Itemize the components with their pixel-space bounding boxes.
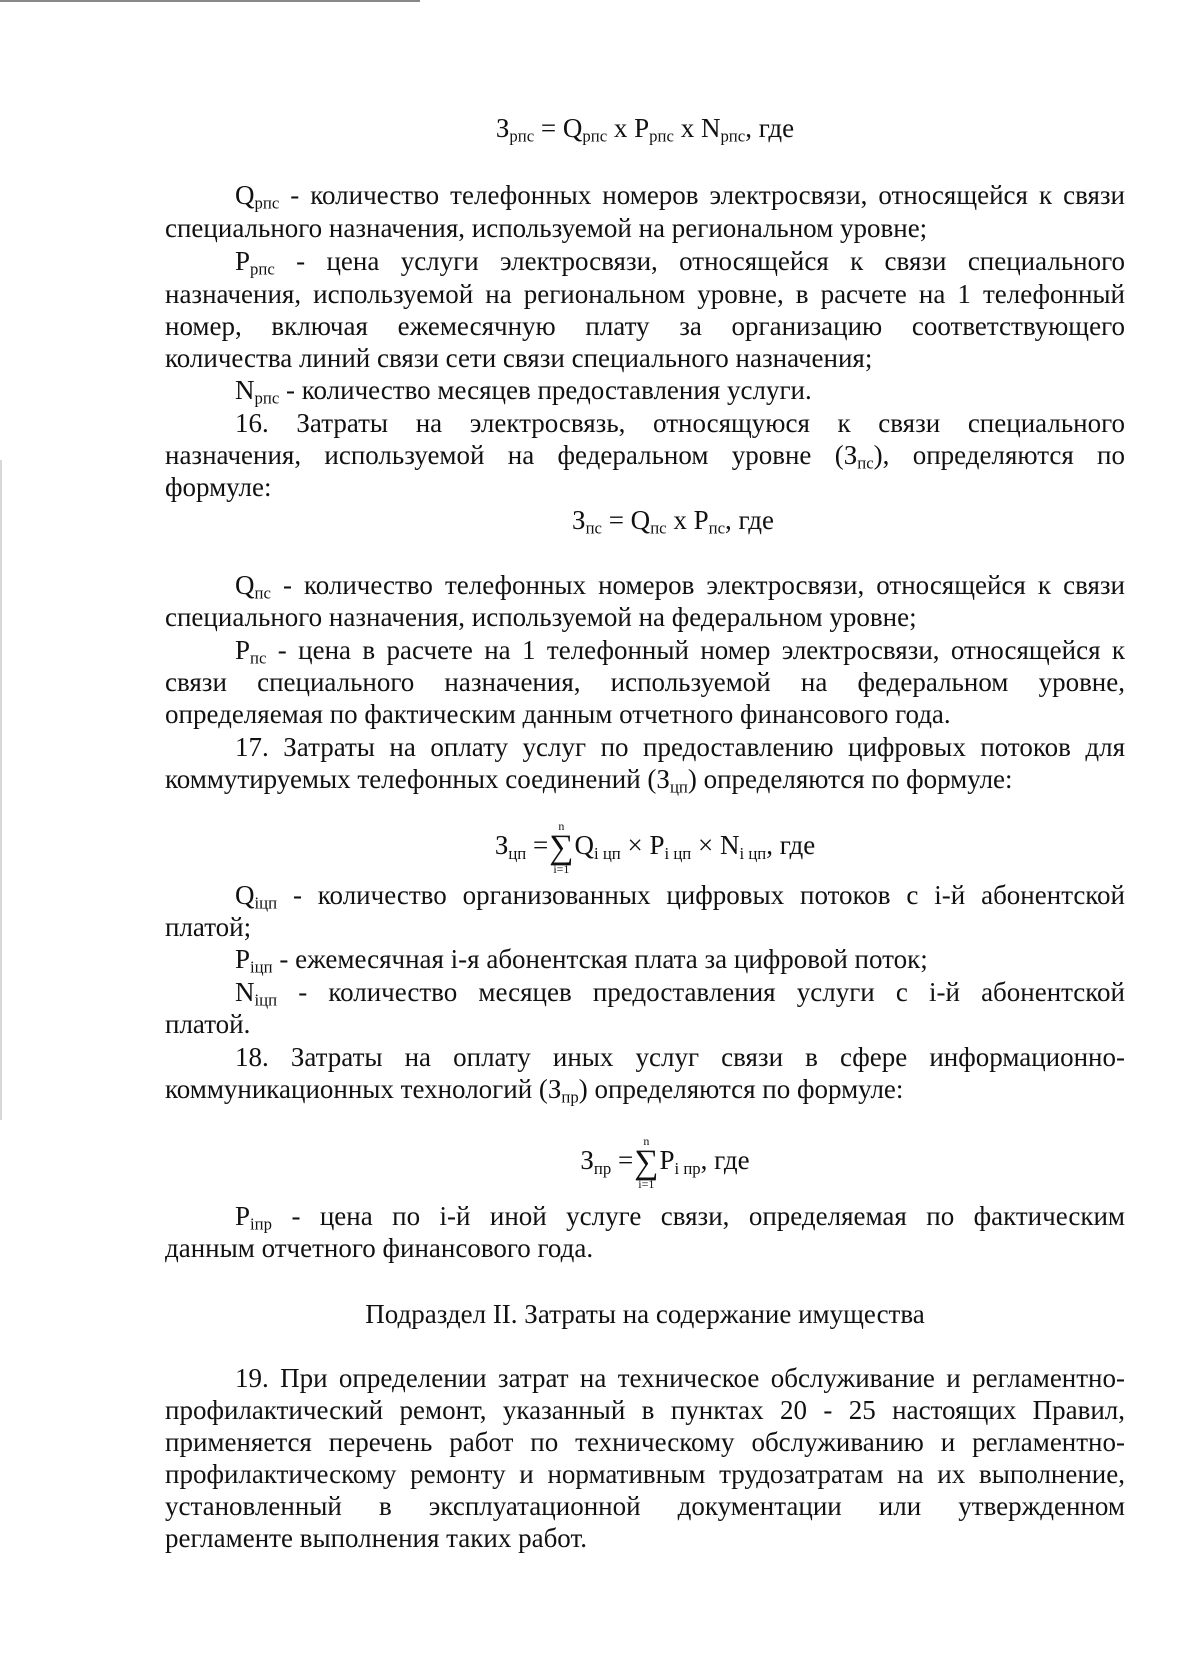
definition-q-rps-line-1: $Q_{рпс}$ - количество телефонных номеров электросвязи, относящейся к связи [235, 180, 1125, 213]
scan-edge-top [0, 0, 420, 2]
formula-pr: $З_{пр}$ = n ∑ i=1 $P_{i пр}$, где [580, 1134, 750, 1191]
formula-rps: $З_{рпс} = Q_{рпс}$ x $P_{рпс}$ x $N_{рпс}$, где [495, 113, 795, 146]
scan-edge-left [0, 460, 2, 1120]
paragraph-18-line-2: коммуникационных технологий $(З_{пр})$ определяются по формуле: [165, 1074, 904, 1107]
definition-p-ps-line-1: $P_{пс}$ - цена в расчете на 1 телефонный номер электросвязи, относящейся к [235, 635, 1125, 668]
sum-symbol: n ∑ i=1 [634, 1134, 659, 1191]
definition-p-rps-line-3: номер, включая ежемесячную плату за организацию соответствующего [165, 311, 1125, 341]
sum-symbol: n ∑ i=1 [549, 819, 574, 876]
definition-q-ps-line-1: $Q_{пс}$ - количество телефонных номеров электросвязи, относящейся к связи [235, 570, 1125, 603]
definition-q-ps-line-2: специального назначения, используемой на федеральном уровне; [165, 602, 917, 632]
paragraph-16-line-3: формуле: [165, 472, 272, 502]
paragraph-19-line-4: профилактическому ремонту и нормативным трудозатратам на их выполнение, [165, 1459, 1125, 1489]
definition-n-icp-line-2: платой. [165, 1009, 251, 1039]
definition-n-rps-line-1: $N_{рпс}$ - количество месяцев предоставления услуги. [235, 375, 812, 408]
definition-p-ipr-line-2: данным отчетного финансового года. [165, 1233, 594, 1263]
paragraph-19-line-5: установленный в эксплуатационной документации или утвержденном [165, 1491, 1125, 1521]
paragraph-16-line-2: назначения, используемой на федеральном уровне $(З_{пс})$, определяются по [165, 440, 1125, 473]
definition-q-rps-line-2: специального назначения, используемой на региональном уровне; [165, 213, 928, 243]
definition-p-ps-line-2: связи специального назначения, используемой на федеральном уровне, [165, 667, 1125, 697]
formula-ps: $З_{пс} = Q_{пс}$ x $P_{пс}$, где [572, 505, 774, 538]
definition-p-rps-line-2: назначения, используемой на региональном уровне, в расчете на 1 телефонный [165, 279, 1125, 309]
paragraph-19-line-2: профилактический ремонт, указанный в пунктах 20 - 25 настоящих Правил, [165, 1395, 1125, 1425]
formula-cp: $З_{цп}$ = n ∑ i=1 $Q_{i цп} \times P_{i цп} \times N_{i цп}$, где [494, 819, 816, 876]
definition-p-ipr-line-1: $P_{iпр}$ - цена по i-й иной услуге связи, определяемая по фактическим [235, 1201, 1125, 1234]
definition-p-rps-line-1: $P_{рпс}$ - цена услуги электросвязи, относящейся к связи специального [235, 246, 1125, 279]
paragraph-17-line-2: коммутируемых телефонных соединений $(З_{цп})$ определяются по формуле: [165, 764, 1013, 797]
definition-n-icp-line-1: $N_{iцп}$ - количество месяцев предоставления услуги с i-й абонентской [235, 977, 1125, 1010]
definition-p-ps-line-3: определяемая по фактическим данным отчетного финансового года. [165, 699, 951, 729]
definition-q-icp-line-2: платой; [165, 912, 252, 942]
paragraph-16-line-1: 16. Затраты на электросвязь, относящуюся к связи специального [235, 408, 1125, 438]
definition-p-rps-line-4: количества линий связи сети связи специального назначения; [165, 343, 873, 373]
paragraph-19-line-3: применяется перечень работ по техническому обслуживанию и регламентно- [165, 1427, 1125, 1457]
definition-q-icp-line-1: $Q_{iцп}$ - количество организованных цифровых потоков с i-й абонентской [235, 880, 1125, 913]
subsection-heading: Подраздел II. Затраты на содержание имущества [365, 1299, 925, 1329]
paragraph-19-line-6: регламенте выполнения таких работ. [165, 1523, 587, 1553]
paragraph-18-line-1: 18. Затраты на оплату иных услуг связи в сфере информационно- [235, 1042, 1125, 1072]
paragraph-17-line-1: 17. Затраты на оплату услуг по предоставлению цифровых потоков для [235, 732, 1125, 762]
definition-p-icp-line-1: $P_{iцп}$ - ежемесячная i-я абонентская плата за цифровой поток; [235, 944, 928, 977]
paragraph-19-line-1: 19. При определении затрат на техническое обслуживание и регламентно- [235, 1363, 1125, 1393]
